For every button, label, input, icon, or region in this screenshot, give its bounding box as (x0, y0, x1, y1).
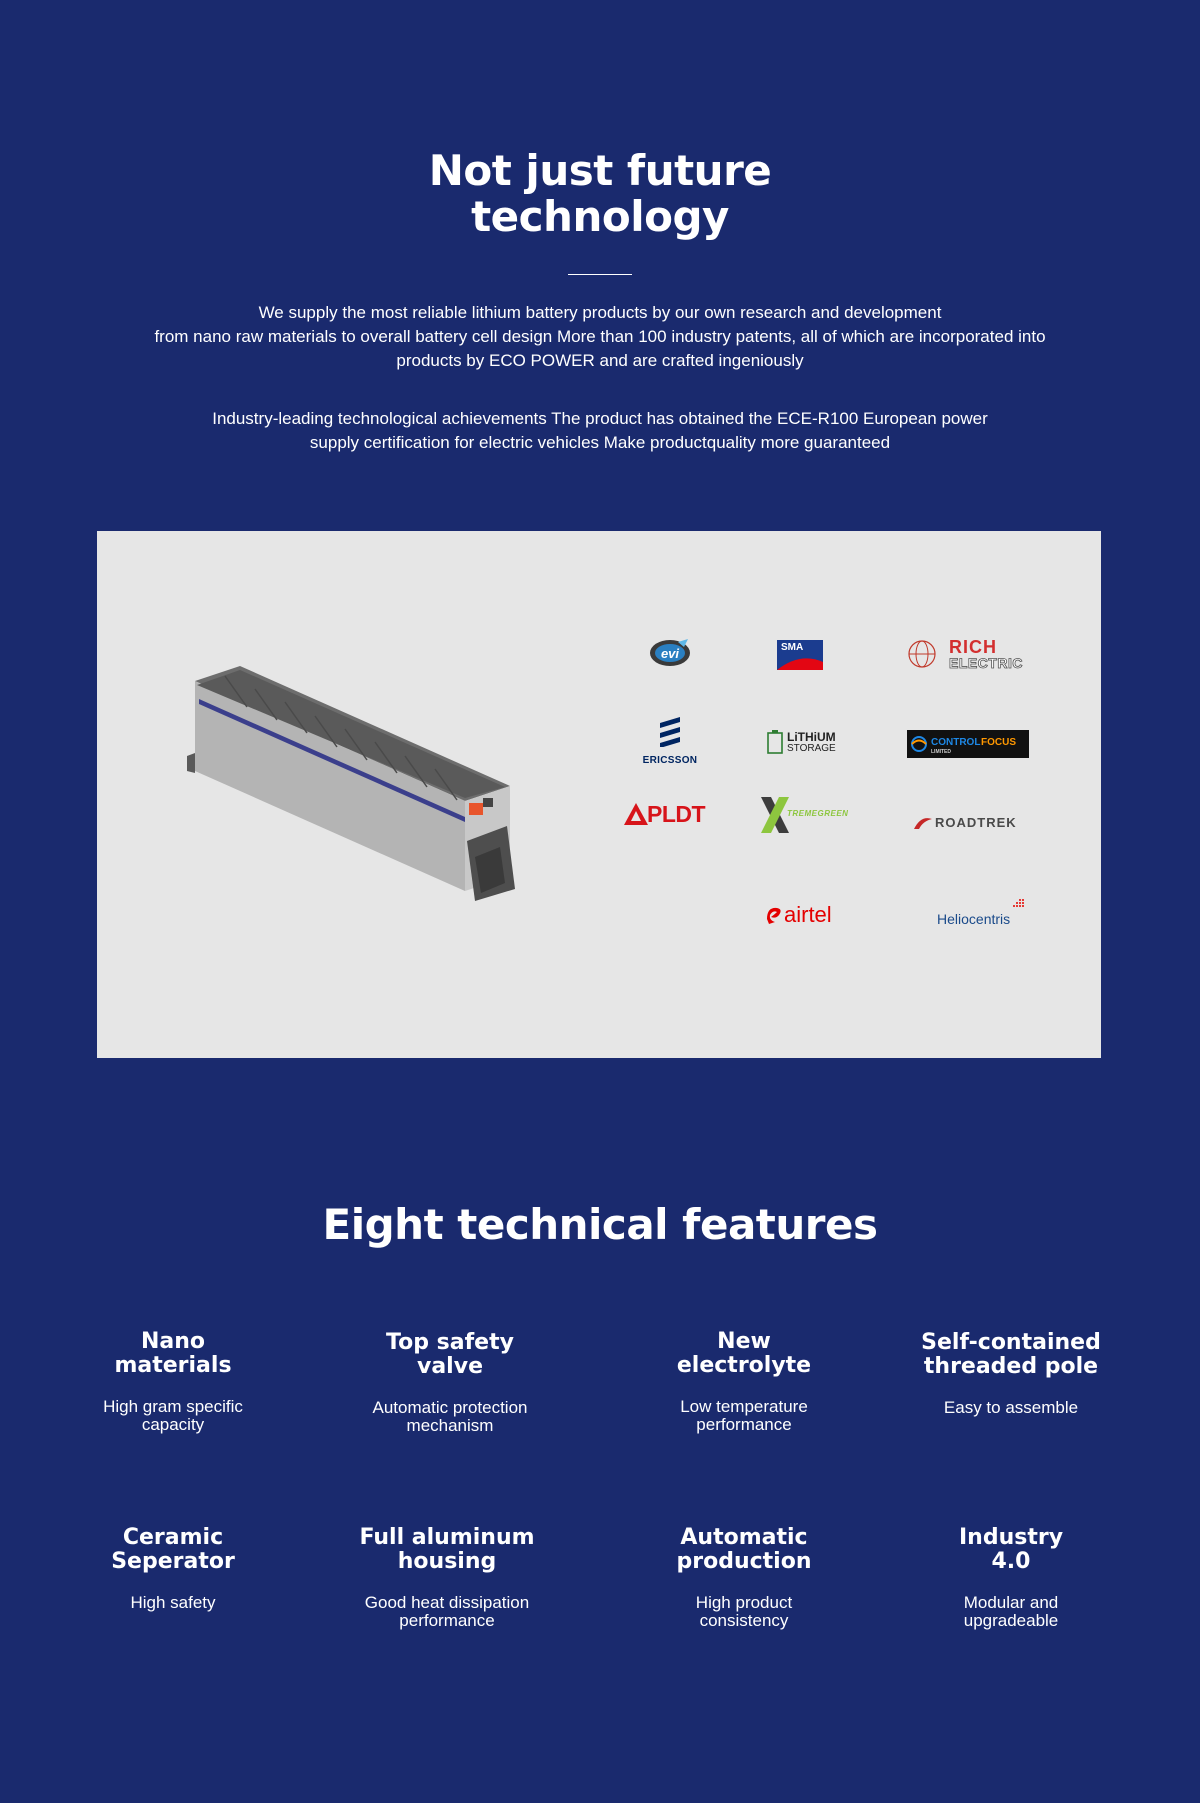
rich-electric-logo (907, 635, 1037, 673)
roadtrek-text: ROADTREK (935, 815, 1017, 830)
focus-text: FOCUS (981, 737, 1016, 748)
feature-automatic-production (624, 1526, 864, 1630)
feature-desc-line-2: performance (399, 1611, 495, 1630)
feature-title-line-2: production (676, 1549, 812, 1574)
airtel-swirl-icon (765, 905, 783, 925)
control-text: CONTROL (931, 737, 981, 748)
feature-title-line-2: 4.0 (991, 1549, 1031, 1574)
globe-icon (907, 639, 937, 669)
feature-desc-line-2: capacity (141, 1415, 205, 1434)
intro-paragraph-certification (100, 407, 1100, 455)
title-divider (568, 274, 632, 275)
feature-title-line-1: Full aluminum (359, 1525, 535, 1550)
feature-title-line-1: Self-contained (921, 1330, 1101, 1355)
limited-text: LIMITED (931, 749, 951, 755)
battery-module-image (185, 661, 525, 901)
hero-title (0, 148, 1200, 240)
heliocentris-dots-icon (1011, 899, 1025, 913)
feature-title-line-2: materials (114, 1353, 232, 1378)
storage-text: STORAGE (787, 743, 836, 754)
intro-1-line-2: from nano raw materials to overall battery cell design More than 100 industry patents, all of which are incorporated into (154, 327, 1046, 346)
feature-desc-line-1: Easy to assemble (943, 1398, 1079, 1417)
feature-title-line-2: Seperator (111, 1549, 235, 1574)
roadtrek-logo (913, 813, 1027, 833)
feature-desc-line-1: High safety (130, 1593, 216, 1612)
ericsson-text: ERICSSON (642, 755, 698, 766)
feature-desc-line-2: consistency (699, 1611, 789, 1630)
xtreme-text: TREMEGREEN (787, 809, 849, 818)
evi-logo (645, 635, 695, 671)
intro-1-line-1: We supply the most reliable lithium battery products by our own research and development (258, 303, 942, 322)
feature-desc-line-2: upgradeable (963, 1611, 1059, 1630)
feature-self-contained-threaded-pole (891, 1331, 1131, 1417)
feature-title-line-1: Automatic (680, 1525, 808, 1550)
feature-title-line-1: Ceramic (122, 1525, 224, 1550)
feature-desc-line-2: performance (696, 1415, 792, 1434)
feature-title-line-1: New (717, 1329, 771, 1354)
ericsson-logo (635, 715, 705, 771)
feature-ceramic-seperator (53, 1526, 293, 1612)
feature-title-line-1: Industry (958, 1525, 1064, 1550)
pldt-triangle-icon (623, 802, 649, 826)
feature-title-line-2: housing (397, 1549, 497, 1574)
feature-desc-line-1: Low temperature (680, 1397, 808, 1416)
sma-logo (777, 639, 823, 671)
pldt-text: PLDT (647, 801, 706, 827)
rich-text: RICH (949, 637, 997, 657)
feature-title-line-1: Nano (140, 1329, 206, 1354)
control-focus-logo (907, 730, 1029, 758)
feature-desc-line-1: Modular and (963, 1593, 1059, 1612)
lithium-storage-logo (767, 727, 847, 757)
feature-new-electrolyte (624, 1330, 864, 1434)
pldt-logo (623, 799, 709, 829)
roadtrek-swoosh-icon (913, 815, 933, 831)
feature-title-line-1: Top safety (386, 1330, 514, 1355)
feature-full-aluminum-housing (327, 1526, 567, 1630)
feature-desc-line-1: High product (695, 1593, 793, 1612)
sma-text: SMA (781, 642, 804, 653)
feature-desc-line-1: Automatic protection (372, 1398, 528, 1417)
hero-title-line-2: technology (471, 192, 729, 241)
features-title: Eight technical features (322, 1200, 878, 1249)
xtremegreen-logo (757, 793, 869, 837)
airtel-text: airtel (784, 902, 832, 927)
hero-title-line-1: Not just future (428, 146, 772, 195)
feature-industry-4-0 (891, 1526, 1131, 1630)
battery-outline-icon (767, 730, 783, 754)
feature-desc-line-2: mechanism (406, 1416, 494, 1435)
heliocentris-logo (933, 899, 1033, 929)
feature-top-safety-valve (330, 1331, 570, 1435)
lithium-text: LiTHiUM (787, 730, 836, 744)
heliocentris-text: Heliocentris (937, 911, 1011, 927)
intro-2-line-1: Industry-leading technological achievements The product has obtained the ECE-R100 European power (212, 409, 988, 428)
evi-text: evi (660, 645, 680, 661)
airtel-logo (765, 899, 847, 929)
feature-title-line-2: threaded pole (923, 1354, 1099, 1379)
feature-title-line-2: valve (417, 1354, 483, 1379)
intro-1-line-3: products by ECO POWER and are crafted ingeniously (396, 351, 804, 370)
intro-2-line-2: supply certification for electric vehicles Make productquality more guaranteed (309, 433, 891, 452)
feature-desc-line-1: High gram specific (103, 1397, 243, 1416)
feature-nano-materials (53, 1330, 293, 1434)
product-partners-panel (97, 531, 1101, 1058)
ericsson-emblem-icon (657, 715, 683, 747)
control-focus-swirl-icon (910, 735, 928, 753)
feature-desc-line-1: Good heat dissipation (364, 1593, 530, 1612)
electric-text: ELECTRIC (949, 655, 1023, 671)
feature-title-line-2: electrolyte (676, 1353, 812, 1378)
intro-paragraph-patents (100, 301, 1100, 373)
